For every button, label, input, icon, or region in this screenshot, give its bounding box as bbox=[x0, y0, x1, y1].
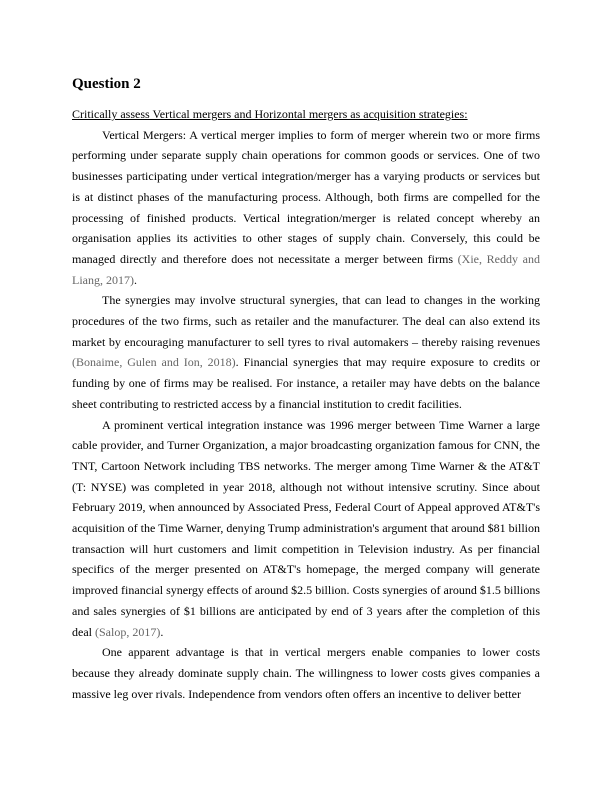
paragraph-vertical-mergers bbox=[72, 125, 540, 291]
document-page bbox=[72, 74, 540, 704]
section-subheading: Critically assess Vertical mergers and Horizontal mergers as acquisition strategies: bbox=[72, 107, 468, 121]
paragraph-text: A prominent vertical integration instance was 1996 merger between Time Warner a large cable provider, and Turner Organization, a major broadcasting organization famous for CNN, the TNT, Cartoon Network including TBS networks. The merger among Time Warner & the AT&T (T: NYSE) was completed in year 2018, although not without intensive scrutiny. Since about February 2019, when announced by Associated Press, Federal Court of Appeal approved AT&T's acquisition of the Time Warner, denying Trump administration's argument that around $81 billion transaction will hurt customers and limit competition in Television industry. As per financial specifics of the merger presented on AT&T's homepage, the merged company will generate improved financial synergy effects of around $2.5 billion. Costs synergies of around $1.5 billions and sales synergies of $1 billions are anticipated by end of 3 years after the completion of this deal bbox=[72, 417, 540, 639]
paragraph-tail: . Financial synergies that may require exposure to credits or funding by one of firms may be realised. For instance, a retailer may have debts on the balance sheet contributing to restricted access by a financial institution to credit facilities. bbox=[72, 355, 541, 411]
paragraph-text: Vertical Mergers: A vertical merger implies to form of merger wherein two or more firms performing under separate supply chain operations for common goods or services. One of two businesses participating under vertical integration/merger has a varying products or services but is at distinct phases of the manufacturing process. Although, both firms are compelled for the processing of finished products. Vertical integration/merger is related concept whereby an organisation applies its activities to other stages of supply chain. Conversely, this could be managed directly and therefore does not necessitate a merger between firms bbox=[72, 127, 540, 266]
paragraph-advantages bbox=[72, 642, 540, 704]
citation: (Bonaime, Gulen and Ion, 2018) bbox=[72, 355, 236, 370]
paragraph-tail: . bbox=[134, 272, 137, 287]
paragraph-tail: . bbox=[160, 624, 164, 639]
paragraph-synergies bbox=[72, 290, 540, 414]
citation: (Xie, Reddy and Liang, 2017) bbox=[72, 251, 540, 287]
page-title: Question 2 bbox=[72, 76, 141, 92]
paragraph-time-warner-example bbox=[72, 415, 540, 643]
paragraph-text: The synergies may involve structural synergies, that can lead to changes in the working procedures of the two firms, such as retailer and the manufacturer. The deal can also extend its market by encouraging manufacturer to sell tyres to rival automakers – thereby raising revenues bbox=[72, 293, 540, 349]
citation: (Salop, 2017) bbox=[95, 624, 161, 639]
paragraph-text: One apparent advantage is that in vertical mergers enable companies to lower costs because they already dominate supply chain. The willingness to lower costs gives companies a massive leg over rivals. Independence from vendors often offers an incentive to deliver better bbox=[72, 645, 540, 701]
